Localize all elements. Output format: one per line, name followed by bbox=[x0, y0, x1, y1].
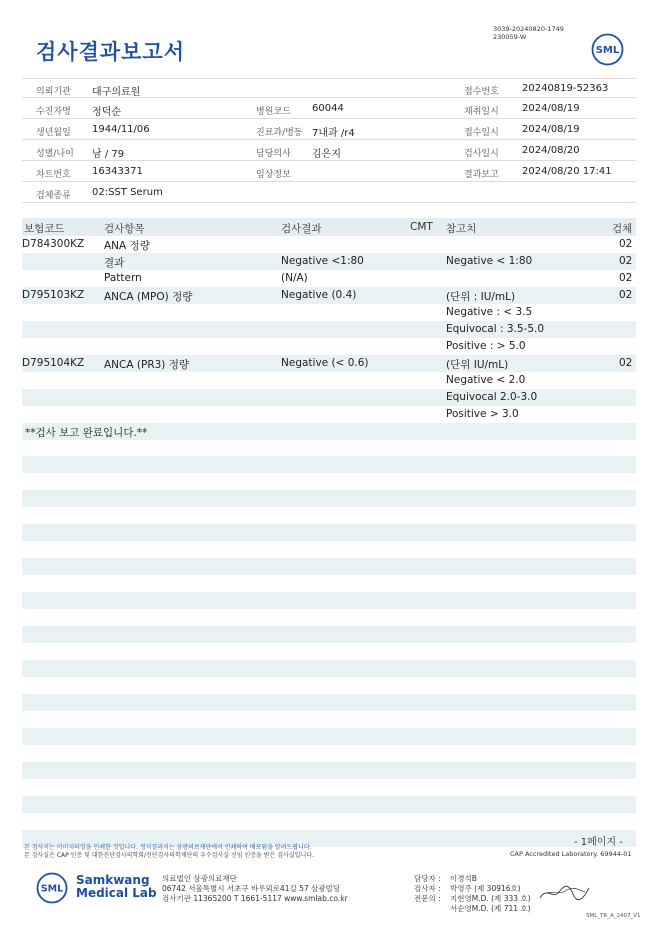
staff-name: 지현영M.D. (제 333 호) bbox=[450, 894, 531, 903]
cell-result: Negative (< 0.6) bbox=[281, 357, 369, 369]
sml-footer-logo-icon bbox=[36, 872, 68, 904]
cell-ref: (단위 : IU/mL) bbox=[446, 291, 516, 303]
info-row bbox=[22, 141, 636, 161]
info-row bbox=[22, 162, 636, 182]
chart-value: 16343371 bbox=[92, 166, 143, 177]
staff-name: 서순영M.D. (제 711 호) bbox=[450, 904, 531, 913]
info-row bbox=[22, 120, 636, 140]
report-value: 2024/08/20 17:41 bbox=[522, 166, 612, 177]
lab-address bbox=[162, 874, 348, 904]
accreditation-notice: 본 검사실은 CAP 인증 및 대한진단검사의학회/진단검사의학재단의 우수검사실 신임 인증을 받은 검사실입니다. bbox=[24, 852, 314, 859]
table-row bbox=[22, 287, 636, 304]
cell-result: (N/A) bbox=[281, 272, 308, 284]
blank-row bbox=[22, 456, 636, 473]
collect-label: 채취일시 bbox=[464, 107, 499, 117]
info-row bbox=[22, 183, 636, 203]
blank-row bbox=[22, 592, 636, 609]
dob-value: 1944/11/06 bbox=[92, 124, 150, 135]
cell-ref: (단위 IU/mL) bbox=[446, 359, 509, 371]
cell-specimen: 02 bbox=[619, 255, 633, 267]
cell-result: Negative <1:80 bbox=[281, 255, 364, 267]
blank-row bbox=[22, 524, 636, 541]
cell-ref: Equivocal : 3.5-5.0 bbox=[446, 323, 545, 335]
col-item-header: 검사항목 bbox=[104, 223, 145, 235]
col-specimen-header: 검체 bbox=[612, 223, 633, 235]
blank-row bbox=[22, 762, 636, 779]
org-label: 의뢰기관 bbox=[36, 87, 71, 97]
document-id bbox=[493, 25, 564, 41]
receipt-date-label: 접수일시 bbox=[464, 128, 499, 138]
col-code-header: 보험코드 bbox=[24, 223, 65, 235]
cell-code: D795104KZ bbox=[22, 357, 85, 369]
receipt-no-label: 접수번호 bbox=[464, 87, 499, 97]
cell-item: ANA 정량 bbox=[104, 240, 150, 252]
blank-row bbox=[22, 490, 636, 507]
sml-logo-icon bbox=[591, 33, 624, 66]
chart-label: 차트번호 bbox=[36, 170, 71, 180]
cell-code: D795103KZ bbox=[22, 289, 85, 301]
patient-value: 정덕순 bbox=[92, 107, 121, 118]
blank-row bbox=[22, 558, 636, 575]
brand-line1: Samkwang bbox=[76, 873, 150, 887]
table-row bbox=[22, 389, 636, 406]
cell-item: Pattern bbox=[104, 272, 142, 284]
dob-label: 생년월일 bbox=[36, 128, 71, 138]
dept-value: 7내과 /r4 bbox=[312, 128, 355, 139]
cell-specimen: 02 bbox=[619, 238, 633, 250]
table-row bbox=[22, 372, 636, 389]
staff-name: 이경석B bbox=[450, 874, 477, 883]
clinical-label: 임상정보 bbox=[256, 170, 291, 180]
cell-specimen: 02 bbox=[619, 357, 633, 369]
staff-role: 검사자 : bbox=[414, 884, 441, 893]
doctor-label: 담당의사 bbox=[256, 149, 291, 159]
blank-row bbox=[22, 694, 636, 711]
brand-line2: Medical Lab bbox=[76, 886, 157, 900]
doctor-value: 김은지 bbox=[312, 149, 341, 160]
table-row bbox=[22, 338, 636, 355]
table-row bbox=[22, 423, 636, 440]
lab-street: 06742 서울특별시 서초구 바우뫼로41길 57 삼광빌딩 bbox=[162, 884, 341, 893]
cell-ref: Negative < 2.0 bbox=[446, 374, 526, 386]
cell-item: ANCA (MPO) 정량 bbox=[104, 291, 193, 303]
blank-row bbox=[22, 626, 636, 643]
print-notice: 본 검사지는 이미지파일을 인쇄한 것입니다. 정식결과지는 삼광의료재단에서 인쇄하여 배포됨을 알려드립니다. bbox=[24, 844, 312, 851]
lab-name: 의료법인 삼광의료재단 bbox=[162, 874, 237, 883]
sml-footer-logo-text: SML bbox=[40, 883, 64, 895]
brand-name bbox=[76, 874, 157, 900]
document-id-line2: 230059-W bbox=[493, 33, 527, 41]
collect-value: 2024/08/19 bbox=[522, 103, 580, 114]
table-row bbox=[22, 236, 636, 253]
sml-logo-text: SML bbox=[595, 45, 620, 56]
table-row bbox=[22, 270, 636, 287]
blank-row bbox=[22, 660, 636, 677]
report-title: 검사결과보고서 bbox=[36, 40, 186, 64]
table-row bbox=[22, 355, 636, 372]
form-version: SML_TR_A_2407_V1 bbox=[586, 913, 641, 919]
test-date-value: 2024/08/20 bbox=[522, 145, 580, 156]
col-result-header: 검사결과 bbox=[281, 223, 322, 235]
col-cmt-header: CMT bbox=[410, 221, 433, 233]
cell-item: 결과 bbox=[104, 257, 125, 269]
hosp-code-label: 병원코드 bbox=[256, 107, 291, 117]
staff-name: 박영주 (제 30916호) bbox=[450, 884, 521, 893]
cell-ref: Positive : > 5.0 bbox=[446, 340, 526, 352]
dept-label: 진료과/병동 bbox=[256, 128, 303, 138]
blank-row bbox=[22, 796, 636, 813]
lab-contact: 검사기관 11365200 T 1661-5117 www.smlab.co.kr bbox=[162, 894, 348, 903]
cell-ref: Positive > 3.0 bbox=[446, 408, 519, 420]
document-id-line1: 3039-20240820-1749 bbox=[493, 25, 564, 33]
hosp-code-value: 60044 bbox=[312, 103, 344, 114]
specimen-label: 검체종류 bbox=[36, 191, 71, 201]
blank-row bbox=[22, 728, 636, 745]
table-row bbox=[22, 304, 636, 321]
cell-specimen: 02 bbox=[619, 272, 633, 284]
sexage-value: 남 / 79 bbox=[92, 149, 125, 160]
page-number: - 1페이지 - bbox=[574, 837, 623, 848]
sexage-label: 성별/나이 bbox=[36, 149, 74, 159]
cell-code: **검사 보고 완료입니다.** bbox=[25, 427, 148, 439]
cell-item: ANCA (PR3) 정량 bbox=[104, 359, 190, 371]
table-row bbox=[22, 253, 636, 270]
org-value: 대구의료원 bbox=[92, 87, 141, 98]
cell-code: D784300KZ bbox=[22, 238, 85, 250]
results-header bbox=[22, 218, 636, 236]
cell-result: Negative (0.4) bbox=[281, 289, 357, 301]
receipt-no-value: 20240819-52363 bbox=[522, 83, 609, 94]
table-row bbox=[22, 321, 636, 338]
staff-role: 전문의 : bbox=[414, 894, 441, 903]
test-date-label: 검사일시 bbox=[464, 149, 499, 159]
specimen-value: 02:SST Serum bbox=[92, 187, 163, 198]
staff-role: 담당자 : bbox=[414, 874, 441, 883]
cap-accreditation: CAP Accredited Laboratory. 69944-01 bbox=[510, 850, 632, 858]
info-row bbox=[22, 99, 636, 119]
table-row bbox=[22, 406, 636, 423]
info-row bbox=[22, 78, 636, 98]
cell-ref: Negative : < 3.5 bbox=[446, 306, 533, 318]
patient-label: 수진자명 bbox=[36, 107, 71, 117]
receipt-date-value: 2024/08/19 bbox=[522, 124, 580, 135]
signature-icon bbox=[537, 880, 591, 906]
report-label: 결과보고 bbox=[464, 170, 499, 180]
col-ref-header: 참고치 bbox=[446, 223, 477, 235]
cell-ref: Negative < 1:80 bbox=[446, 255, 533, 267]
cell-ref: Equivocal 2.0-3.0 bbox=[446, 391, 538, 403]
cell-specimen: 02 bbox=[619, 289, 633, 301]
